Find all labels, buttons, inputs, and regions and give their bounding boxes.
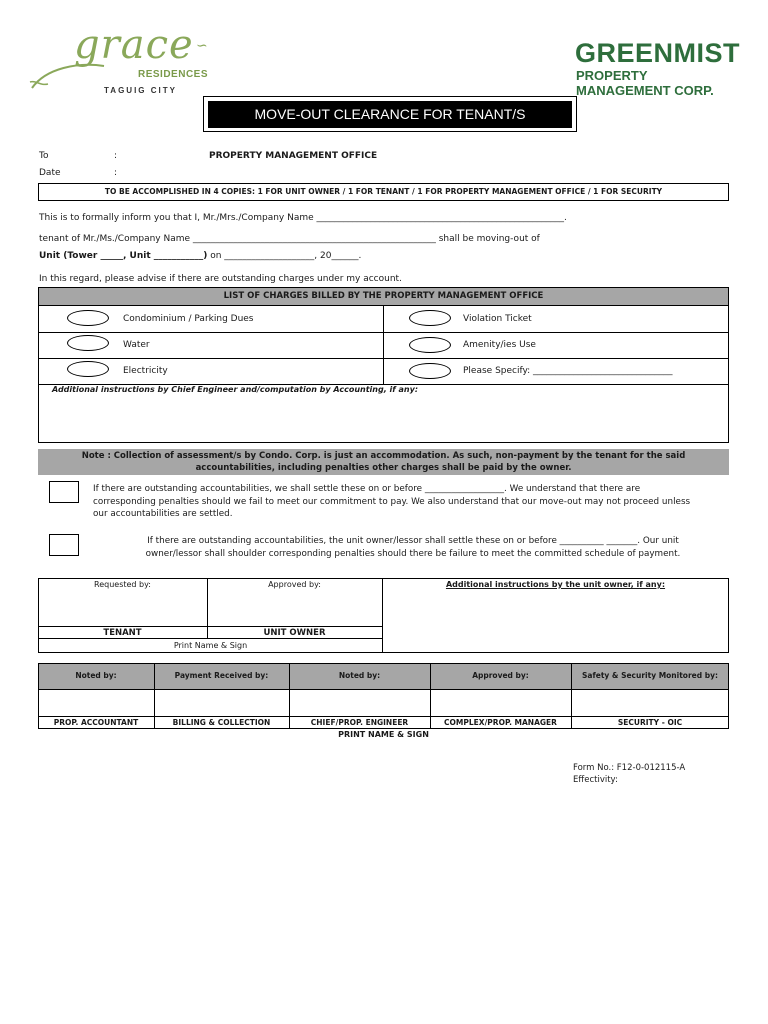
charge-electricity: Electricity	[123, 366, 168, 376]
form-title: MOVE-OUT CLEARANCE FOR TENANT/S	[208, 101, 572, 128]
charges-divider	[383, 306, 384, 384]
noted-by-accountant-header: Noted by:	[75, 671, 117, 680]
option2-line-1: If there are outstanding accountabilities, the unit owner/lessor shall settle these on or before __________ _______. Our unit	[147, 536, 679, 546]
option-owner-settle-checkbox[interactable]	[49, 534, 79, 556]
noted-by-engineer-header: Noted by:	[338, 671, 381, 680]
form-effectivity: Effectivity:	[573, 775, 618, 785]
unit-owner-label: UNIT OWNER	[263, 628, 326, 638]
grace-logo-city: TAGUIG CITY	[104, 86, 177, 95]
grace-logo-word: grace	[74, 22, 194, 68]
greenmist-logo-name: GREENMIST	[575, 38, 741, 68]
grace-logo-swirl: ∽	[196, 38, 208, 54]
water-checkbox[interactable]	[67, 335, 109, 351]
option-tenant-settle-text	[93, 483, 723, 521]
signatories-line-2	[38, 716, 729, 717]
signatories-line-1	[38, 689, 729, 690]
moving-date-text: on ____________________, 20______.	[207, 251, 362, 261]
approved-by-manager-header: Approved by:	[472, 671, 529, 680]
body-line-2: tenant of Mr./Ms./Company Name ______________________________________________________ shall be moving-out of	[39, 234, 540, 244]
option1-line-2: corresponding penalties should we fail to meet our commitment to pay. We also understand that our move-out may not proceed unless	[93, 496, 691, 507]
role-prop-accountant: PROP. ACCOUNTANT	[53, 718, 139, 727]
body-line-4: In this regard, please advise if there are outstanding charges under my account.	[39, 274, 402, 284]
role-complex-manager: COMPLEX/PROP. MANAGER	[444, 718, 557, 727]
charge-water: Water	[123, 340, 150, 350]
requested-by-label: Requested by:	[94, 580, 151, 589]
charge-amenity: Amenity/ies Use	[463, 340, 536, 350]
greenmist-logo	[574, 38, 744, 98]
note-line-2: accountabilities, including penalties other charges shall be paid by the owner.	[195, 463, 572, 473]
option2-line-2: owner/lessor shall shoulder corresponding penalties should there be failure to meet the committed schedule of payment.	[145, 548, 681, 559]
to-colon: :	[114, 151, 118, 161]
greenmist-logo-corp: PROPERTY MANAGEMENT CORP.	[576, 68, 714, 98]
owner-instructions-label: Additional instructions by the unit owner, if any:	[445, 580, 666, 589]
role-billing-collection: BILLING & COLLECTION	[172, 718, 271, 727]
option1-line-3: our accountabilities are settled.	[93, 509, 233, 519]
to-value: PROPERTY MANAGEMENT OFFICE	[209, 151, 378, 161]
copies-instruction: TO BE ACCOMPLISHED IN 4 COPIES: 1 FOR UNIT OWNER / 1 FOR TENANT / 1 FOR PROPERTY MANAGEMENT OFFICE / 1 FOR SECURITY	[38, 183, 729, 201]
approval-label-line	[38, 638, 383, 639]
option-tenant-settle-checkbox[interactable]	[49, 481, 79, 503]
charges-row-line-1	[39, 332, 728, 333]
approved-by-label: Approved by:	[268, 580, 321, 589]
charge-violation: Violation Ticket	[463, 314, 532, 324]
amenity-checkbox[interactable]	[409, 337, 451, 353]
violation-checkbox[interactable]	[409, 310, 451, 326]
grace-residences-logo	[28, 22, 218, 100]
charges-header: LIST OF CHARGES BILLED BY THE PROPERTY MANAGEMENT OFFICE	[39, 288, 728, 306]
role-security-oic: SECURITY - OIC	[617, 718, 683, 727]
print-name-sign-footer: PRINT NAME & SIGN	[338, 730, 429, 739]
payment-received-header: Payment Received by:	[174, 671, 269, 680]
electricity-checkbox[interactable]	[67, 361, 109, 377]
body-line-1: This is to formally inform you that I, Mr./Mrs./Company Name _______________________________________________________.	[39, 213, 567, 223]
charge-specify: Please Specify: _______________________________	[463, 366, 673, 376]
grace-logo-residences: RESIDENCES	[138, 69, 209, 80]
note-bar	[38, 449, 729, 475]
form-number: Form No.: F12-0-012115-A	[573, 763, 686, 773]
print-name-sign-label: Print Name & Sign	[173, 641, 248, 650]
condo-dues-checkbox[interactable]	[67, 310, 109, 326]
charges-row-line-2	[39, 358, 728, 359]
security-monitored-header: Safety & Security Monitored by:	[582, 671, 718, 680]
charges-table	[38, 287, 729, 443]
role-chief-engineer: CHIEF/PROP. ENGINEER	[310, 718, 409, 727]
option1-line-1: If there are outstanding accountabilities, we shall settle these on or before __________________. We understand that there are	[93, 484, 641, 494]
grace-swoosh-icon	[28, 58, 108, 92]
tenant-label: TENANT	[103, 628, 142, 638]
option-owner-settle-text	[100, 535, 726, 560]
date-label: Date	[39, 168, 61, 178]
unit-tower-text: Unit (Tower _____, Unit ___________)	[39, 251, 208, 261]
date-colon: :	[114, 168, 118, 178]
approval-sign-line	[38, 626, 383, 627]
specify-checkbox[interactable]	[409, 363, 451, 379]
note-line-1: Note : Collection of assessment/s by Condo. Corp. is just an accommodation. As such, non-payment by the tenant for the said	[81, 451, 686, 461]
charge-condo-dues: Condominium / Parking Dues	[123, 314, 254, 324]
chief-engineer-instructions: Additional instructions by Chief Engineer and/computation by Accounting, if any:	[52, 385, 419, 394]
body-line-3	[39, 251, 361, 261]
to-label: To	[39, 151, 49, 161]
form-title-box	[203, 96, 577, 132]
